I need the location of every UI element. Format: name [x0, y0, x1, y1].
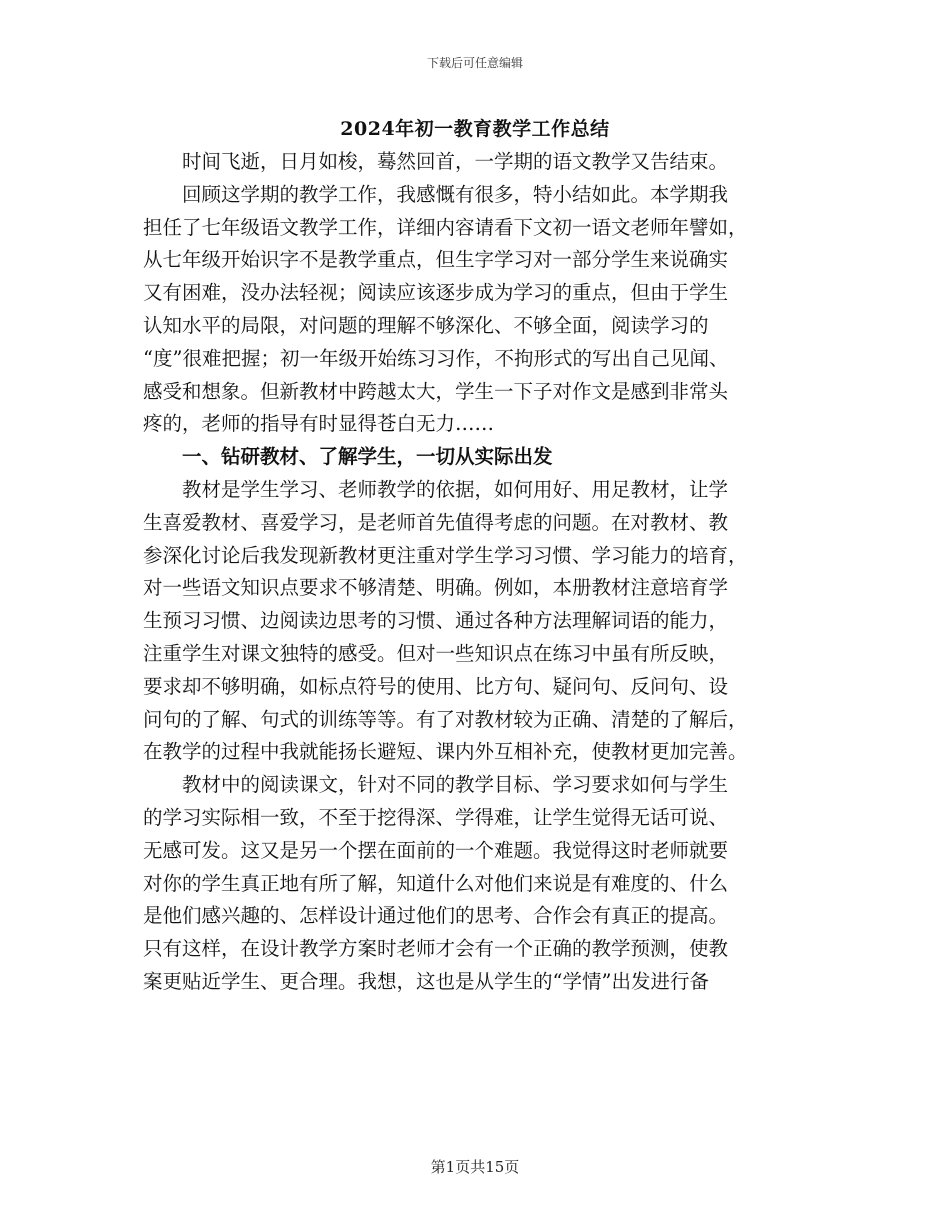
section-heading: 一、钻研教材、了解学生，一切从实际出发: [182, 445, 553, 469]
paragraph-line: 回顾这学期的教学工作，我感慨有很多，特小结如此。本学期我: [182, 182, 729, 206]
page-header: 下载后可任意编辑: [426, 56, 523, 70]
paragraph-line: 又有困难，没办法轻视；阅读应该逐步成为学习的重点，但由于学生: [143, 281, 729, 305]
paragraph-line: “度”很难把握；初一年级开始练习习作，不拘形式的写出自己见闻、: [143, 346, 729, 370]
paragraph-line: 教材中的阅读课文，针对不同的教学目标、学习要求如何与学生: [182, 773, 729, 797]
paragraph-line: 从七年级开始识字不是教学重点，但生字学习对一部分学生来说确实: [143, 248, 729, 272]
paragraph-line: 要求却不够明确，如标点符号的使用、比方句、疑问句、反问句、设: [143, 674, 729, 698]
paragraph-line: 感受和想象。但新教材中跨越太大，学生一下子对作文是感到非常头: [143, 379, 729, 403]
paragraph-line: 教材是学生学习、老师教学的依据，如何用好、用足教材，让学: [182, 477, 729, 501]
paragraph-line: 认知水平的局限，对问题的理解不够深化、不够全面，阅读学习的: [143, 313, 709, 337]
paragraph-line: 担任了七年级语文教学工作，详细内容请看下文初一语文老师年譬如，: [143, 215, 748, 239]
paragraph-line: 时间飞逝，日月如梭，蓦然回首，一学期的语文教学又告结束。: [182, 150, 729, 173]
paragraph-line: 在教学的过程中我就能扬长避短、课内外互相补充，使教材更加完善。: [143, 740, 748, 764]
paragraph-line: 案更贴近学生、更合理。我想，这也是从学生的“学情”出发进行备: [143, 969, 709, 993]
paragraph-line: 参深化讨论后我发现新教材更注重对学生学习习惯、学习能力的培育，: [143, 543, 748, 567]
paragraph-line: 是他们感兴趣的、怎样设计通过他们的思考、合作会有真正的提高。: [143, 904, 729, 928]
paragraph-line: 疼的，老师的指导有时显得苍白无力……: [143, 412, 495, 436]
paragraph-line: 对你的学生真正地有所了解，知道什么对他们来说是有难度的、什么: [143, 871, 729, 895]
paragraph-line: 生预习习惯、边阅读边思考的习惯、通过各种方法理解词语的能力，: [143, 609, 729, 633]
document-title: 2024年初一教育教学工作总结: [340, 118, 610, 140]
paragraph-line: 只有这样，在设计教学方案时老师才会有一个正确的教学预测，使教: [143, 937, 729, 961]
page-footer: 第1页共15页: [430, 1158, 520, 1176]
paragraph-line: 无感可发。这又是另一个摆在面前的一个难题。我觉得这时老师就要: [143, 838, 729, 862]
paragraph-line: 的学习实际相一致，不至于挖得深、学得难，让学生觉得无话可说、: [143, 805, 729, 829]
paragraph-line: 对一些语文知识点要求不够清楚、明确。例如，本册教材注意培育学: [143, 576, 729, 600]
paragraph-line: 问句的了解、句式的训练等等。有了对教材较为正确、清楚的了解后，: [143, 707, 748, 731]
document-body: [143, 146, 813, 999]
paragraph-line: 注重学生对课文独特的感受。但对一些知识点在练习中虽有所反映，: [143, 641, 729, 665]
paragraph-line: 生喜爱教材、喜爱学习，是老师首先值得考虑的问题。在对教材、教: [143, 510, 729, 534]
